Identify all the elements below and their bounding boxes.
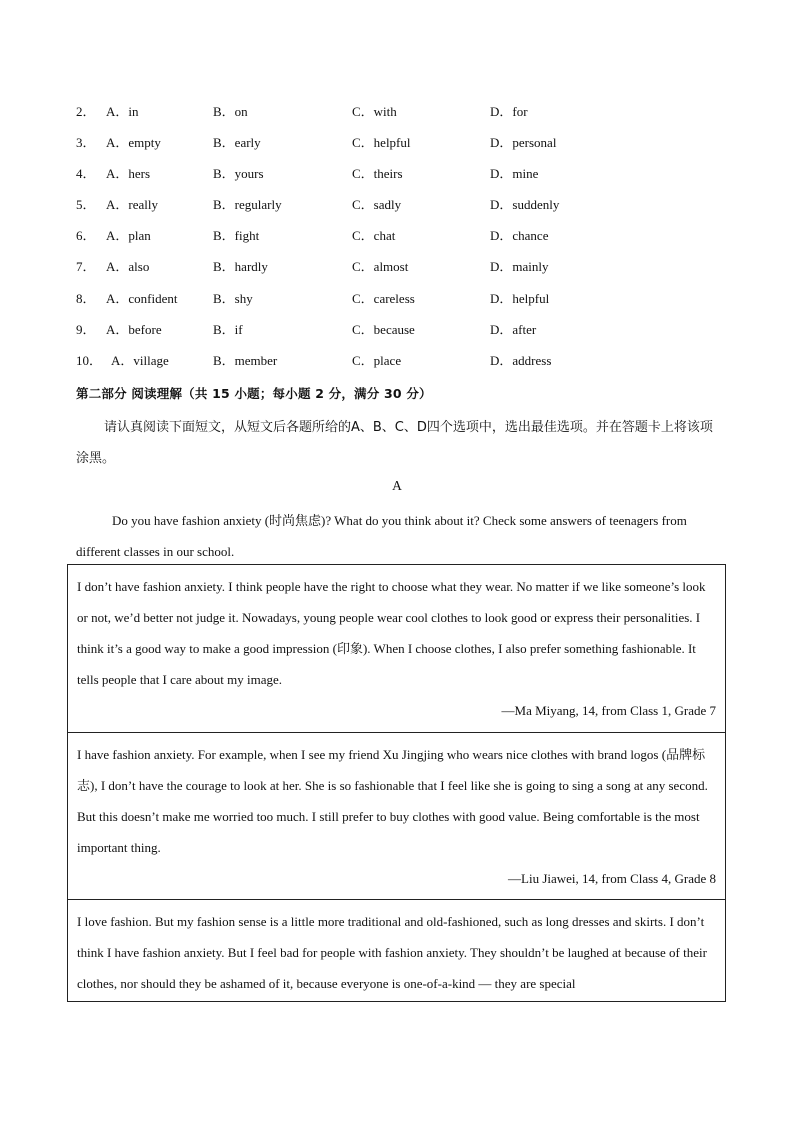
option-row-4	[76, 165, 736, 196]
option-b: B．hardly	[213, 259, 268, 275]
option-c: C．because	[352, 321, 415, 337]
option-d: D．mine	[490, 166, 539, 182]
answer-signature: —Liu Jiawei, 14, from Class 4, Grade 8	[508, 871, 716, 886]
option-row-10	[76, 352, 736, 383]
passage-letter: A	[392, 478, 402, 493]
option-a: A．hers	[106, 166, 151, 182]
answer-text: I don’t have fashion anxiety. I think people have the right to choose what they wear. No matter if we like someone’s look or not, we’d better not judge it. Nowadays, young people wear cool clothes to look good or express their personalities. I think it’s a good way to make a good impression (印象). When I choose clothes, I also prefer something fashionable. It tells people that I care about my image.	[77, 579, 706, 687]
option-c: C．place	[352, 352, 402, 368]
question-number: 7．	[76, 259, 96, 275]
option-d: D．address	[490, 352, 552, 368]
option-c: C．chat	[352, 228, 396, 244]
option-d: D．for	[490, 104, 528, 119]
question-number: 8．	[76, 290, 96, 306]
answer-box-1	[68, 565, 725, 732]
question-number: 2．	[76, 104, 96, 119]
option-d: D．mainly	[490, 259, 549, 275]
option-row-5	[76, 196, 736, 227]
answer-box-3	[68, 899, 725, 1001]
option-c: C．careless	[352, 290, 415, 306]
option-row-6	[76, 227, 736, 258]
answer-signature: —Ma Miyang, 14, from Class 1, Grade 7	[501, 703, 716, 718]
option-d: D．after	[490, 321, 537, 337]
option-row-3	[76, 134, 736, 165]
option-d: D．helpful	[490, 290, 550, 306]
option-d: D．personal	[490, 135, 557, 151]
option-b: B．regularly	[213, 197, 282, 213]
question-number: 6．	[76, 228, 96, 244]
option-a: A．before	[106, 321, 162, 337]
option-d: D．suddenly	[490, 197, 560, 213]
option-b: B．shy	[213, 290, 253, 306]
option-b: B．member	[213, 352, 278, 368]
option-a: A．in	[106, 104, 139, 119]
answer-text: I love fashion. But my fashion sense is a little more traditional and old-fashioned, such as long dresses and skirts. I don’t think I have fashion anxiety. But I feel bad for people with fashion anxiety. They shouldn’t be laughed at because of their clothes, nor should they be ashamed of it, because everyone is one-of-a-kind — they are special	[77, 914, 707, 991]
option-row-9	[76, 321, 736, 352]
option-b: B．fight	[213, 228, 260, 244]
passage-intro: Do you have fashion anxiety (时尚焦虑)? What do you think about it? Check some answers of teenagers from different classes in our school.	[76, 513, 687, 559]
option-row-8	[76, 290, 736, 321]
section-instructions: 请认真阅读下面短文，从短文后各题所给的A、B、C、D四个选项中，选出最佳选项。并在答题卡上将该项涂黑。	[76, 420, 713, 466]
option-b: B．if	[213, 321, 243, 337]
question-number: 10．	[76, 352, 103, 368]
answer-options	[76, 103, 736, 383]
option-c: C．with	[352, 104, 397, 119]
option-c: C．helpful	[352, 135, 411, 151]
option-d: D．chance	[490, 228, 549, 244]
option-a: A．also	[106, 259, 150, 275]
option-a: A．confident	[106, 290, 178, 306]
option-row-2	[76, 103, 736, 134]
option-c: C．theirs	[352, 166, 403, 182]
option-a: A．village	[111, 352, 169, 368]
option-b: B．on	[213, 104, 248, 119]
option-a: A．empty	[106, 135, 161, 151]
question-number: 4．	[76, 166, 96, 182]
option-a: A．really	[106, 197, 158, 213]
option-row-7	[76, 258, 736, 289]
option-b: B．early	[213, 135, 261, 151]
question-number: 3．	[76, 135, 96, 151]
answer-box-2	[68, 732, 725, 899]
answer-text: I have fashion anxiety. For example, when I see my friend Xu Jingjing who wears nice clothes with brand logos (品牌标志), I don’t have the courage to look at her. She is so fashionable that I feel like she is going to sing a song at any second. But this doesn’t make me worried too much. I still prefer to buy clothes with good value. Being comfortable is the most important thing.	[77, 747, 708, 855]
option-b: B．yours	[213, 166, 264, 182]
answers-table	[67, 564, 726, 1002]
option-a: A．plan	[106, 228, 151, 244]
section-title: 第二部分 阅读理解（共 15 小题；每小题 2 分，满分 30 分）	[76, 386, 432, 401]
question-number: 5．	[76, 197, 96, 213]
question-number: 9．	[76, 321, 96, 337]
option-c: C．almost	[352, 259, 409, 275]
option-c: C．sadly	[352, 197, 402, 213]
